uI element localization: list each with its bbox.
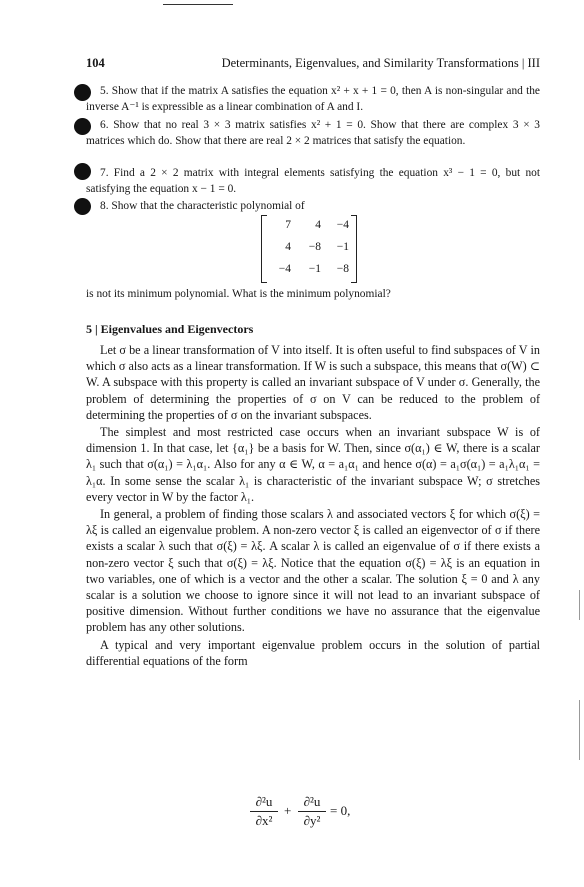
fraction-numerator: ∂²u	[255, 794, 273, 809]
exercise-7	[86, 166, 540, 197]
matrix-cell: −8	[336, 263, 349, 275]
exercise-text: 5. Show that if the matrix A satisfies the equation x² + x + 1 = 0, then A is non-singular and the inverse A⁻¹ is expressible as a linear combination of A and I.	[86, 85, 540, 113]
matrix-cell: 4	[315, 219, 321, 231]
exercise-8-continuation: is not its minimum polynomial. What is the minimum polynomial?	[86, 288, 391, 300]
exercise-5	[86, 84, 540, 115]
page-header	[86, 56, 540, 74]
paragraph: Let σ be a linear transformation of V into itself. It is often useful to find subspaces of V in which σ also acts as a linear transformation. If W is such a subspace, this means that σ(W) ⊂ W. A subspace with this property is called an invariant subspace of V under σ. Generally, the problem of determining the properties of σ on V can be reduced to the problem of determining the properties of σ on the invariant subspaces.	[86, 343, 540, 422]
scan-edge-mark	[579, 590, 580, 620]
paragraph: The simplest and most restricted case occurs when an invariant subspace W is of dimension 1. In that case, let {α₁} be a basis for W. Then, since σ(α₁) ∈ W, there is a scalar λ₁ such that σ(α₁) = λ₁α₁. Also for any α ∈ W, α = a₁α₁ and hence σ(α) = a₁σ(α₁) = a₁λ₁α₁ = λ₁α. In some sense the scalar λ₁ is characteristic of the invariant subspace W; σ stretches every vector in W by the factor λ₁.	[86, 425, 540, 504]
exercise-8	[86, 199, 540, 215]
fraction-denominator: ∂y²	[303, 813, 321, 828]
matrix-cell: −4	[336, 219, 349, 231]
matrix-cell: 7	[285, 219, 291, 231]
paragraph: In general, a problem of finding those scalars λ and associated vectors ξ for which σ(ξ) = λξ is called an eigenvalue problem. A non-zero vector ξ is called an eigenvector of σ if there exists a scalar λ such that σ(ξ) = λξ. A scalar λ is called an eigenvalue of σ if there exists a non-zero vector ξ such that σ(ξ) = λξ. Notice that the equation σ(ξ) = λξ is an equation in two variables, one of which is a vector and the other a scalar. The solution ξ = 0 and λ any scalar is a solution we choose to ignore since it will not lead to an invariant subspace of positive dimension. Without further conditions we have no assurance that the eigenvalue problem has any other solutions.	[86, 507, 540, 635]
matrix-cell: −1	[308, 263, 321, 275]
exercise-text: 6. Show that no real 3 × 3 matrix satisfies x² + 1 = 0. Show that there are complex 3 × 3 matrices which do. Show that there are real 2 × 2 matrices that satisfy the equation.	[86, 119, 540, 147]
top-rule	[163, 4, 233, 5]
exercise-text: 8. Show that the characteristic polynomial of	[100, 200, 305, 212]
fraction-term-2	[298, 793, 326, 830]
matrix	[261, 215, 357, 283]
fraction-denominator: ∂x²	[255, 813, 273, 828]
fraction-numerator: ∂²u	[303, 794, 321, 809]
matrix-cell: 4	[285, 241, 291, 253]
matrix-cell: −1	[336, 241, 349, 253]
running-head: Determinants, Eigenvalues, and Similarity Transformations | III	[221, 56, 540, 70]
scan-edge-mark	[579, 700, 580, 760]
exercise-6	[86, 118, 540, 149]
matrix-right-bracket	[351, 215, 357, 283]
page-number: 104	[86, 56, 105, 70]
paragraph: A typical and very important eigenvalue problem occurs in the solution of partial differential equations of the form	[86, 637, 540, 668]
matrix-cell: −4	[278, 263, 291, 275]
section-heading: 5 | Eigenvalues and Eigenvectors	[86, 322, 254, 336]
exercise-text: 7. Find a 2 × 2 matrix with integral elements satisfying the equation x³ − 1 = 0, but not satisfying the equation x − 1 = 0.	[86, 167, 540, 195]
equation-rhs: = 0,	[330, 803, 351, 818]
plus-sign: +	[284, 803, 292, 818]
matrix-cell: −8	[308, 241, 321, 253]
fraction-term-1	[250, 793, 278, 830]
display-equation	[250, 793, 360, 837]
section-body	[86, 342, 540, 669]
